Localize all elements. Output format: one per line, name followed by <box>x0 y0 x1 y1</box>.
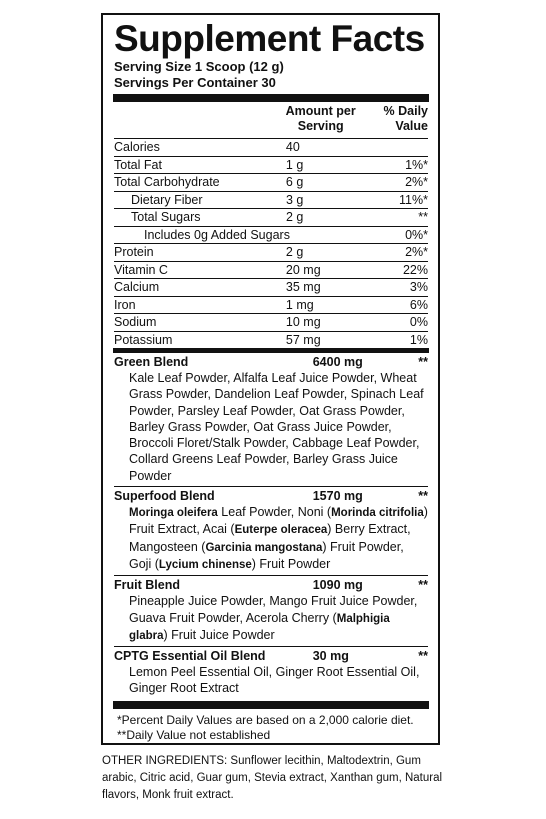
other-ingredients: OTHER INGREDIENTS: Sunflower lecithin, Maltodextrin, Gum arabic, Citric acid, Guar gum, Stevia extract, Xanthan gum, Natural flavors, Monk fruit extract. <box>102 755 443 801</box>
nutrient-name: Potassium <box>114 332 173 347</box>
blend-dv: ** <box>418 355 428 369</box>
nutrient-row <box>114 297 428 315</box>
nutrient-name: Includes 0g Added Sugars <box>144 227 290 242</box>
thick-divider <box>113 701 429 709</box>
ingredient-part: ) Fruit Juice Powder <box>163 627 275 642</box>
nutrient-row <box>114 244 428 262</box>
blend-name: CPTG Essential Oil Blend <box>114 649 266 664</box>
blend-amount: 6400 mg <box>312 355 363 369</box>
nutrient-dv: 11%* <box>399 192 428 207</box>
footnote-not-established: **Daily Value not established <box>117 727 271 742</box>
ingredient-part: Pineapple Juice Powder, Mango Fruit Juice Powder, Guava Fruit Powder, Acerola Cherry ( <box>129 594 418 625</box>
nutrient-name: Calories <box>114 140 160 154</box>
blend-ingredients <box>114 593 428 644</box>
nutrient-name: Iron <box>114 297 136 312</box>
superfood-blend <box>114 487 428 576</box>
blend-amount: 30 mg <box>312 649 349 664</box>
nutrient-row <box>114 174 428 192</box>
nutrient-dv: 0%* <box>405 227 428 242</box>
blend-ingredients <box>114 504 428 573</box>
nutrient-table <box>114 139 428 348</box>
amount-header: Amount per Serving <box>285 104 356 133</box>
nutrient-dv: 1% <box>409 332 428 347</box>
nutrient-amount <box>281 227 362 244</box>
blend-amount: 1570 mg <box>312 489 363 504</box>
blend-name: Superfood Blend <box>114 489 215 504</box>
nutrient-amount: 6 g <box>285 175 304 189</box>
nutrient-dv: 2%* <box>405 175 428 189</box>
ingredient-part: Leaf Powder, Noni ( <box>217 505 332 520</box>
ingredient-part: ) Fruit Extract, Acai ( <box>129 505 428 537</box>
nutrient-row <box>114 262 428 280</box>
nutrient-row <box>114 139 428 157</box>
blend-dv: ** <box>418 489 428 504</box>
nutrient-name: Total Sugars <box>131 210 201 224</box>
nutrient-name: Total Carbohydrate <box>114 175 220 189</box>
nutrient-dv: 0% <box>409 315 428 329</box>
ingredient-part: Malphigia glabra <box>129 612 390 642</box>
blend-dv: ** <box>418 578 428 593</box>
blend-name: Fruit Blend <box>114 578 180 593</box>
panel-title: Supplement Facts <box>114 18 425 59</box>
blend-ingredients: Lemon Peel Essential Oil, Ginger Root Essential Oil, Ginger Root Extract <box>129 665 420 696</box>
ingredient-part: Euterpe oleracea <box>234 524 328 537</box>
fruit-blend <box>114 576 428 647</box>
nutrient-name: Dietary Fiber <box>131 192 203 207</box>
ingredient-part: Morinda citrifolia <box>331 507 424 520</box>
blend-header <box>114 354 428 370</box>
footnote-dv: *Percent Daily Values are based on a 2,000 calorie diet. <box>117 712 414 727</box>
ingredient-part: ) Berry Extract, Mangosteen ( <box>129 522 411 554</box>
ingredient-part: ) Fruit Powder <box>251 556 331 571</box>
ingredient-part: Lycium chinense <box>158 558 252 571</box>
nutrient-dv: ** <box>418 210 428 224</box>
nutrient-row <box>114 279 428 297</box>
blend-amount: 1090 mg <box>312 578 363 593</box>
nutrient-amount: 3 g <box>285 192 304 207</box>
nutrient-row <box>114 157 428 175</box>
nutrient-dv: 6% <box>409 297 428 312</box>
blend-header <box>114 577 428 593</box>
blend-header <box>114 488 428 504</box>
nutrient-row <box>114 314 428 332</box>
nutrient-row <box>114 209 428 227</box>
nutrient-name: Protein <box>114 245 154 259</box>
nutrient-row <box>114 192 428 210</box>
nutrient-amount: 10 mg <box>285 315 321 329</box>
nutrient-amount: 35 mg <box>285 280 321 294</box>
nutrient-name: Sodium <box>114 315 157 329</box>
nutrient-dv: 22% <box>402 262 428 277</box>
nutrient-dv: 3% <box>409 280 428 294</box>
nutrient-amount: 2 g <box>285 210 304 224</box>
nutrient-row <box>114 227 428 245</box>
nutrient-amount: 20 mg <box>285 262 321 277</box>
nutrient-dv: 1%* <box>405 157 428 172</box>
nutrient-name: Total Fat <box>114 157 162 172</box>
nutrient-amount: 1 g <box>285 157 304 172</box>
blend-header <box>114 648 428 664</box>
daily-value-header: % Daily Value <box>383 104 428 133</box>
nutrient-amount: 2 g <box>285 245 304 259</box>
ingredient-part: ) Fruit Powder, Goji ( <box>129 539 404 571</box>
nutrient-row <box>114 332 428 349</box>
servings-per-container: Servings Per Container 30 <box>114 75 276 90</box>
nutrient-name: Calcium <box>114 280 160 294</box>
blend-dv: ** <box>418 649 428 664</box>
nutrient-dv <box>361 139 428 156</box>
thick-divider <box>113 94 429 102</box>
nutrient-amount: 1 mg <box>285 297 314 312</box>
nutrient-amount: 57 mg <box>285 332 321 347</box>
column-header <box>114 102 428 139</box>
serving-size: Serving Size 1 Scoop (12 g) <box>114 59 284 74</box>
nutrient-name: Vitamin C <box>114 262 168 277</box>
ingredient-part: Moringa oleifera <box>129 507 218 520</box>
blend-name: Green Blend <box>114 355 189 369</box>
nutrient-amount: 40 <box>285 140 300 154</box>
ingredient-part: Garcinia mangostana <box>205 541 323 554</box>
supplement-facts-panel <box>101 13 440 745</box>
nutrient-dv: 2%* <box>405 245 428 259</box>
green-blend <box>114 353 428 487</box>
blend-ingredients: Kale Leaf Powder, Alfalfa Leaf Juice Powder, Wheat Grass Powder, Dandelion Leaf Powder, Spinach Leaf Powder, Parsley Leaf Powder, Oat Grass Powder, Barley Grass Powder, Oat Grass Juice Powder, Broccoli Floret/Stalk Powder, Cabbage Leaf Powder, Collard Greens Leaf Powder, Barley Grass Juice Powder <box>129 371 424 483</box>
footnotes <box>114 709 428 743</box>
essential-oil-blend <box>114 647 428 699</box>
